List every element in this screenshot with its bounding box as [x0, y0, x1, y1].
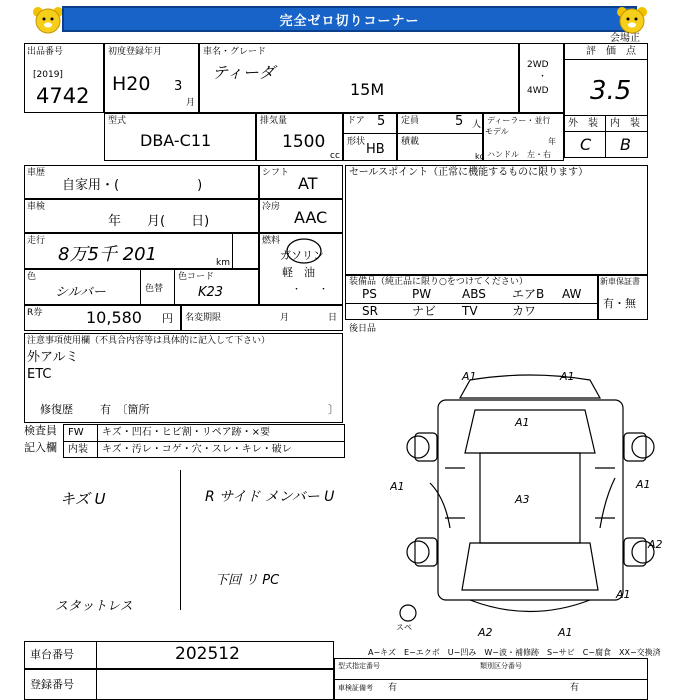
first-reg-month-unit: 月 [186, 98, 196, 108]
bottom-right-label-2: 類別区分番号 [480, 662, 522, 670]
fuel-opt1: ガソリン [280, 249, 324, 262]
inspector-fw-items: キズ・凹石・ヒビ割・リペア跡・×要 [102, 427, 270, 438]
score-label: 評 価 点 [586, 46, 636, 57]
repair-close: 〕 [328, 403, 339, 416]
color-original-label: 色替 [145, 284, 164, 294]
sales-point-box [345, 165, 648, 275]
usage-value: 自家用・( ) [62, 178, 203, 193]
inspector-int-items: キズ・汚レ・コゲ・穴・スレ・キレ・破レ [102, 444, 292, 455]
divider [564, 59, 648, 60]
mileage-label: 走行 [27, 236, 46, 246]
mileage-value: 8万5千 201 [58, 244, 157, 265]
divider [605, 115, 606, 158]
color-code-label: 色コード [178, 272, 215, 282]
repair-label: 修復歴 [40, 403, 73, 416]
name-change-label: 名変期限 [185, 313, 222, 323]
notes-line-2: ETC [27, 367, 52, 382]
score-int-label: 内 装 [610, 118, 640, 129]
model-grade: 15M [350, 80, 385, 99]
divider [174, 269, 175, 305]
color-code-value: K23 [198, 285, 224, 300]
dealer-label-3: 年 [548, 137, 556, 146]
drive-4wd: 4WD [527, 86, 549, 96]
recycle-label: R券 [27, 308, 43, 318]
inspection-value: 年 月( 日) [108, 214, 210, 229]
handwritten-note-1: キズ U [60, 490, 106, 508]
divider [232, 233, 233, 269]
name-change-month: 月 [280, 313, 290, 323]
model-code-label: 型式 [108, 116, 127, 126]
handwritten-note-4: スタットレス [55, 599, 133, 614]
damage-mark: A2 [648, 538, 663, 551]
handwritten-note-2: R サイド メンバー U [205, 489, 335, 505]
after-sale-label: 後日品 [349, 324, 377, 334]
fuel-dots: ・ ・ [292, 285, 329, 295]
reg-number-label: 登録番号 [30, 678, 74, 691]
bear-mascot-icon [30, 4, 66, 36]
damage-mark: スペ [396, 623, 412, 632]
model-name-value: ティーダ [212, 63, 275, 82]
displacement-unit: cc [330, 151, 340, 161]
divider [564, 131, 648, 132]
score-ext-value: C [580, 135, 592, 154]
car-damage-diagram [390, 368, 680, 643]
shape-label: 形状 [347, 137, 366, 147]
top-right-clip: 会場正 [610, 33, 640, 44]
damage-mark: A1 [390, 480, 405, 493]
capacity-label: 定員 [401, 116, 420, 126]
load-label: 積載 [401, 137, 420, 147]
capacity-value: 5 [455, 114, 464, 129]
damage-mark: A3 [515, 493, 530, 506]
displacement-value: 1500 [282, 132, 326, 152]
dealer-label-1: ディーラー・並行 [487, 116, 551, 125]
damage-mark: A1 [558, 626, 573, 639]
damage-mark: A1 [515, 416, 530, 429]
color-label: 色 [27, 272, 37, 282]
color-value: シルバー [55, 285, 106, 300]
inspector-label-2: 記入欄 [24, 441, 57, 454]
bottom-right-value-1: 有 [388, 683, 398, 693]
bottom-right-label-1: 型式指定番号 [338, 662, 380, 670]
shift-value: AT [298, 174, 318, 193]
divider [564, 115, 648, 116]
inspector-label-1: 検査員 [24, 424, 57, 437]
damage-mark: A1 [462, 370, 477, 383]
dealer-label-4: ハンドル 左・右 [487, 150, 551, 159]
divider [63, 441, 345, 442]
warranty-value: 有・無 [603, 297, 636, 310]
notes-line-1: 外アルミ [27, 350, 79, 365]
damage-mark: A1 [560, 370, 575, 383]
recycle-unit: 円 [162, 312, 173, 325]
doors-label: ドア [347, 116, 365, 126]
car-number-value: 202512 [175, 644, 240, 664]
first-reg-month: 3 [174, 79, 183, 94]
ac-value: AAC [294, 208, 328, 227]
equipment-item: ナビ [412, 304, 437, 318]
first-reg-label: 初度登録年月 [108, 47, 163, 57]
equipment-item: PS [362, 287, 377, 301]
model-code-value: DBA-C11 [140, 131, 212, 150]
score-value: 3.5 [590, 76, 632, 106]
mileage-unit: km [216, 258, 230, 268]
bottom-right-value-2: 有 [570, 683, 580, 693]
lot-label: 出品番号 [27, 47, 64, 57]
notes-label: 注意事項使用欄（不具合内容等は具体的に記入して下さい） [27, 336, 271, 346]
divider [97, 424, 98, 458]
fuel-label: 燃料 [262, 236, 281, 246]
damage-mark: A1 [636, 478, 651, 491]
ac-label: 冷房 [262, 202, 281, 212]
equipment-item: AW [562, 287, 582, 301]
load-unit: kg [475, 152, 485, 161]
damage-legend: A−キズ E−エクボ U−凹み W−波・補修跡 S−サビ C−腐食 XX−交換済 [368, 648, 661, 657]
drive-2wd: 2WD [527, 60, 549, 70]
equipment-item: エアB [512, 287, 545, 301]
equipment-item: カワ [512, 304, 537, 318]
bear-mascot-icon [614, 4, 650, 36]
equipment-label: 装備品（純正品に限り○をつけてください） [349, 277, 528, 287]
score-int-value: B [620, 135, 631, 154]
equipment-item: TV [462, 304, 478, 318]
equipment-item: SR [362, 304, 378, 318]
lot-year: [2019] [33, 70, 63, 80]
usage-label: 車歴 [27, 168, 46, 178]
dealer-label-2: モデル [485, 127, 509, 136]
repair-value: 有 〔箇所 [100, 403, 150, 416]
shape-value: HB [366, 142, 385, 157]
damage-mark: A1 [616, 588, 631, 601]
lot-number: 4742 [36, 84, 90, 108]
score-ext-label: 外 装 [568, 118, 598, 129]
bottom-right-label-3: 車検証備考 [338, 684, 373, 692]
first-reg-year: H20 [112, 73, 151, 95]
fuel-opt2: 軽 油 [282, 266, 315, 279]
sales-point-label: セールスポイント（正常に機能するものに限ります） [349, 167, 589, 178]
model-name-label: 車名・グレード [203, 47, 267, 57]
fuel-circle-mark [284, 236, 324, 266]
damage-mark: A2 [478, 626, 493, 639]
inspection-label: 車検 [27, 202, 46, 212]
divider [180, 470, 181, 610]
handwritten-note-3: 下回 リ PC [215, 573, 280, 588]
drive-sep: ・ [538, 72, 548, 82]
warranty-label: 新車保証書 [600, 277, 640, 286]
divider [345, 303, 598, 304]
doors-value: 5 [377, 114, 386, 129]
equipment-item: PW [412, 287, 432, 301]
banner-title: 完全ゼロ切りコーナー [62, 6, 637, 32]
divider [140, 269, 141, 305]
displacement-label: 排気量 [260, 116, 288, 126]
inspector-fw: FW [68, 427, 84, 438]
equipment-item: ABS [462, 287, 486, 301]
inspector-interior: 内装 [68, 444, 88, 455]
divider [334, 679, 648, 680]
shift-label: シフト [262, 168, 290, 178]
name-change-day: 日 [328, 313, 338, 323]
capacity-unit: 人 [472, 120, 482, 130]
car-number-label: 車台番号 [30, 648, 74, 661]
recycle-value: 10,580 [86, 308, 142, 327]
